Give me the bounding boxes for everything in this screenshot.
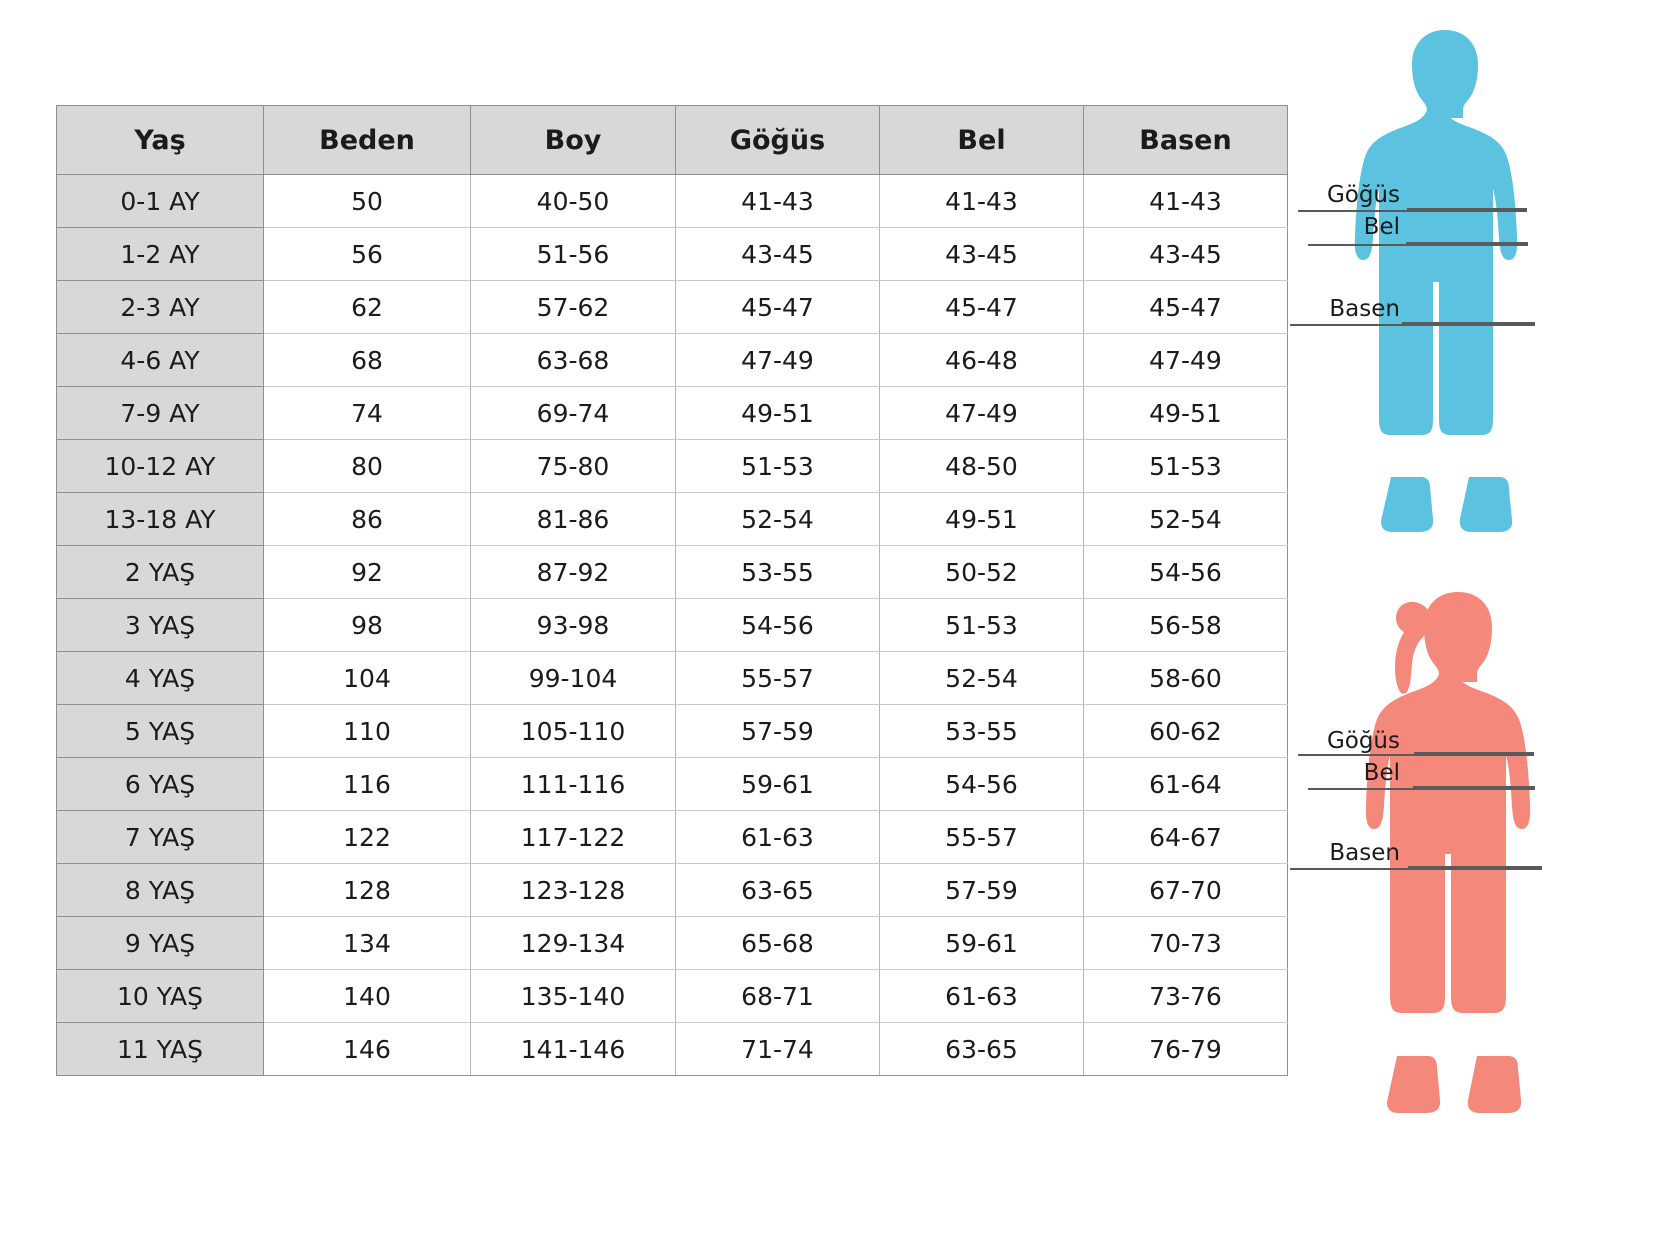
cell-waist: 41-43 xyxy=(880,175,1084,228)
cell-hip: 45-47 xyxy=(1084,281,1288,334)
cell-hip: 54-56 xyxy=(1084,546,1288,599)
table-row xyxy=(57,705,1288,758)
cell-waist: 43-45 xyxy=(880,228,1084,281)
cell-age: 6 YAŞ xyxy=(57,758,264,811)
girl-hip-leader xyxy=(1290,868,1409,870)
cell-size: 50 xyxy=(264,175,471,228)
column-header-gogus: Göğüs xyxy=(676,106,880,175)
cell-waist: 47-49 xyxy=(880,387,1084,440)
cell-height: 81-86 xyxy=(471,493,676,546)
cell-waist: 52-54 xyxy=(880,652,1084,705)
cell-height: 141-146 xyxy=(471,1023,676,1076)
cell-height: 105-110 xyxy=(471,705,676,758)
cell-hip: 58-60 xyxy=(1084,652,1288,705)
cell-hip: 61-64 xyxy=(1084,758,1288,811)
body-figures xyxy=(1290,0,1680,1245)
cell-chest: 41-43 xyxy=(676,175,880,228)
table-row xyxy=(57,811,1288,864)
table-row xyxy=(57,493,1288,546)
cell-hip: 64-67 xyxy=(1084,811,1288,864)
girl-hip-label: Basen xyxy=(1329,840,1400,866)
boy-waist-label: Bel xyxy=(1363,214,1400,240)
column-header-beden: Beden xyxy=(264,106,471,175)
girl-hip-line xyxy=(1408,866,1542,870)
cell-hip: 76-79 xyxy=(1084,1023,1288,1076)
cell-height: 87-92 xyxy=(471,546,676,599)
cell-hip: 60-62 xyxy=(1084,705,1288,758)
cell-chest: 47-49 xyxy=(676,334,880,387)
boy-chest-leader xyxy=(1298,210,1408,212)
cell-size: 80 xyxy=(264,440,471,493)
table-row xyxy=(57,599,1288,652)
cell-hip: 51-53 xyxy=(1084,440,1288,493)
table-row xyxy=(57,864,1288,917)
table-row xyxy=(57,758,1288,811)
table-row xyxy=(57,970,1288,1023)
cell-size: 92 xyxy=(264,546,471,599)
girl-waist-label: Bel xyxy=(1363,760,1400,786)
table-row xyxy=(57,546,1288,599)
table-header xyxy=(57,106,1288,175)
cell-chest: 53-55 xyxy=(676,546,880,599)
cell-height: 135-140 xyxy=(471,970,676,1023)
cell-size: 134 xyxy=(264,917,471,970)
cell-age: 10-12 AY xyxy=(57,440,264,493)
cell-age: 7 YAŞ xyxy=(57,811,264,864)
cell-height: 117-122 xyxy=(471,811,676,864)
cell-age: 2 YAŞ xyxy=(57,546,264,599)
size-table xyxy=(56,105,1288,1076)
cell-age: 3 YAŞ xyxy=(57,599,264,652)
boy-hip-label: Basen xyxy=(1329,296,1400,322)
cell-size: 56 xyxy=(264,228,471,281)
cell-chest: 49-51 xyxy=(676,387,880,440)
cell-size: 86 xyxy=(264,493,471,546)
cell-age: 1-2 AY xyxy=(57,228,264,281)
cell-chest: 65-68 xyxy=(676,917,880,970)
cell-chest: 54-56 xyxy=(676,599,880,652)
cell-hip: 70-73 xyxy=(1084,917,1288,970)
cell-waist: 57-59 xyxy=(880,864,1084,917)
table-header-row xyxy=(57,106,1288,175)
cell-waist: 46-48 xyxy=(880,334,1084,387)
cell-waist: 54-56 xyxy=(880,758,1084,811)
table-row xyxy=(57,1023,1288,1076)
cell-hip: 47-49 xyxy=(1084,334,1288,387)
size-table-container xyxy=(56,105,1287,1076)
cell-hip: 49-51 xyxy=(1084,387,1288,440)
cell-size: 116 xyxy=(264,758,471,811)
cell-waist: 59-61 xyxy=(880,917,1084,970)
boy-figure xyxy=(1290,22,1680,592)
cell-height: 99-104 xyxy=(471,652,676,705)
cell-height: 57-62 xyxy=(471,281,676,334)
cell-age: 13-18 AY xyxy=(57,493,264,546)
boy-chest-label: Göğüs xyxy=(1326,182,1400,208)
cell-height: 40-50 xyxy=(471,175,676,228)
girl-chest-line xyxy=(1414,752,1534,756)
table-row xyxy=(57,652,1288,705)
cell-chest: 71-74 xyxy=(676,1023,880,1076)
cell-size: 74 xyxy=(264,387,471,440)
cell-age: 4-6 AY xyxy=(57,334,264,387)
cell-size: 110 xyxy=(264,705,471,758)
cell-chest: 51-53 xyxy=(676,440,880,493)
girl-chest-leader xyxy=(1298,754,1415,756)
cell-chest: 57-59 xyxy=(676,705,880,758)
cell-height: 63-68 xyxy=(471,334,676,387)
table-row xyxy=(57,917,1288,970)
table-row xyxy=(57,440,1288,493)
cell-waist: 48-50 xyxy=(880,440,1084,493)
table-row xyxy=(57,281,1288,334)
girl-waist-line xyxy=(1413,786,1535,790)
cell-height: 93-98 xyxy=(471,599,676,652)
table-row xyxy=(57,387,1288,440)
cell-age: 8 YAŞ xyxy=(57,864,264,917)
cell-age: 7-9 AY xyxy=(57,387,264,440)
cell-chest: 45-47 xyxy=(676,281,880,334)
cell-waist: 63-65 xyxy=(880,1023,1084,1076)
cell-hip: 43-45 xyxy=(1084,228,1288,281)
column-header-boy: Boy xyxy=(471,106,676,175)
column-header-bel: Bel xyxy=(880,106,1084,175)
cell-hip: 41-43 xyxy=(1084,175,1288,228)
cell-chest: 61-63 xyxy=(676,811,880,864)
cell-size: 68 xyxy=(264,334,471,387)
column-header-basen: Basen xyxy=(1084,106,1288,175)
cell-size: 140 xyxy=(264,970,471,1023)
cell-size: 146 xyxy=(264,1023,471,1076)
boy-hip-leader xyxy=(1290,324,1403,326)
cell-waist: 51-53 xyxy=(880,599,1084,652)
girl-body-silhouette xyxy=(1290,578,1680,1208)
cell-chest: 63-65 xyxy=(676,864,880,917)
cell-height: 51-56 xyxy=(471,228,676,281)
table-row xyxy=(57,334,1288,387)
cell-chest: 55-57 xyxy=(676,652,880,705)
cell-height: 111-116 xyxy=(471,758,676,811)
cell-age: 11 YAŞ xyxy=(57,1023,264,1076)
cell-age: 2-3 AY xyxy=(57,281,264,334)
cell-height: 129-134 xyxy=(471,917,676,970)
girl-waist-leader xyxy=(1308,788,1415,790)
cell-size: 98 xyxy=(264,599,471,652)
cell-size: 62 xyxy=(264,281,471,334)
girl-figure xyxy=(1290,578,1680,1208)
boy-waist-leader xyxy=(1308,244,1408,246)
column-header-yas: Yaş xyxy=(57,106,264,175)
cell-waist: 61-63 xyxy=(880,970,1084,1023)
cell-size: 104 xyxy=(264,652,471,705)
boy-waist-line xyxy=(1406,242,1528,246)
table-row xyxy=(57,175,1288,228)
cell-waist: 55-57 xyxy=(880,811,1084,864)
cell-age: 5 YAŞ xyxy=(57,705,264,758)
girl-chest-label: Göğüs xyxy=(1326,728,1400,754)
table-row xyxy=(57,228,1288,281)
cell-hip: 56-58 xyxy=(1084,599,1288,652)
cell-waist: 50-52 xyxy=(880,546,1084,599)
cell-waist: 53-55 xyxy=(880,705,1084,758)
cell-hip: 67-70 xyxy=(1084,864,1288,917)
cell-waist: 49-51 xyxy=(880,493,1084,546)
boy-hip-line xyxy=(1402,322,1535,326)
table-body xyxy=(57,175,1288,1076)
cell-height: 75-80 xyxy=(471,440,676,493)
cell-hip: 73-76 xyxy=(1084,970,1288,1023)
cell-chest: 68-71 xyxy=(676,970,880,1023)
cell-hip: 52-54 xyxy=(1084,493,1288,546)
cell-height: 123-128 xyxy=(471,864,676,917)
cell-chest: 59-61 xyxy=(676,758,880,811)
boy-chest-line xyxy=(1407,208,1527,212)
cell-age: 4 YAŞ xyxy=(57,652,264,705)
cell-age: 10 YAŞ xyxy=(57,970,264,1023)
cell-chest: 52-54 xyxy=(676,493,880,546)
cell-age: 0-1 AY xyxy=(57,175,264,228)
cell-age: 9 YAŞ xyxy=(57,917,264,970)
cell-height: 69-74 xyxy=(471,387,676,440)
cell-size: 122 xyxy=(264,811,471,864)
cell-chest: 43-45 xyxy=(676,228,880,281)
cell-waist: 45-47 xyxy=(880,281,1084,334)
cell-size: 128 xyxy=(264,864,471,917)
